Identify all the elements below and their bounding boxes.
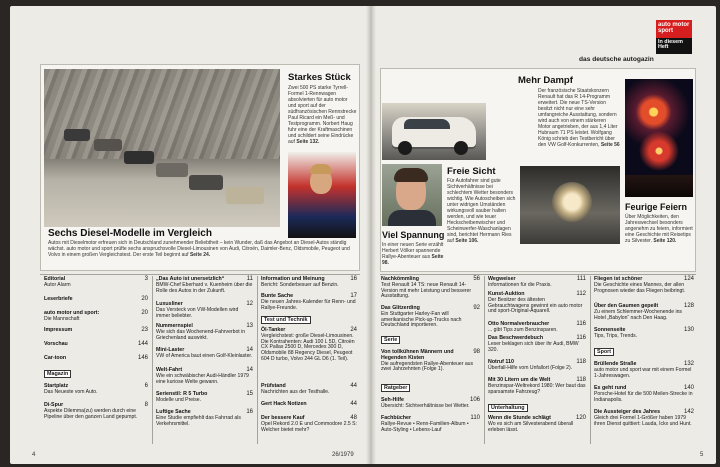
toc-entry-title: Öl-Tanker: [261, 327, 286, 333]
toc-entry[interactable]: [44, 384, 148, 396]
feature-text-spannung: [382, 242, 448, 266]
feature-body-diesel: Autos mit Dieselmotor erfreuen sich in Deutschland zunehmender Beliebtheit – kein Wunder, daß das Angebot an Diesel-Autos ständig wächst. auto motor und sport prüfte sechs anspruchsvolle Diesel-Limousinen von Audi, Citroën, Daimler-Benz, Oldsmobile, Peugeot und Volvo in einem großen Vergleichstest. Der erste Teil beginnt auf: [48, 240, 350, 258]
feature-body-feuer: Über Möglichkeiten, den Jahreswechsel besonders angenehm zu feiern, informiert eine Geschichte mit Reisetips zu Silvester.: [625, 214, 693, 244]
toc-entry-page: 130: [683, 327, 694, 333]
toc-entry[interactable]: [261, 328, 357, 363]
toc-entry-title: Wegweiser: [488, 276, 516, 282]
toc-entry[interactable]: [488, 378, 586, 395]
toc-entry[interactable]: [594, 386, 694, 403]
feature-page-feuer: Seite 120.: [653, 238, 677, 244]
toc-entry-desc: Der Besitzer des ältesten Gebrauchtwagens gewinnt ein auto motor und sport-Original-Aquarell.: [488, 296, 583, 315]
page-gutter: [366, 6, 376, 464]
logo-subtitle: In diesem Heft: [656, 38, 692, 54]
toc-entry[interactable]: [381, 306, 480, 329]
toc-entry-desc: Vergleichstest: große Diesel-Limousinen. Die Kontrahenten: Audi 100 L 5D, Citroën CX Pallas 2500 D, Mercedes 300 D, Oldsmobile 88 Regency Diesel, Peugeot 604 D turbo, Volvo 244 GL D6 (1. Teil).: [261, 332, 355, 362]
toc-entry-title: Nachkömmling: [381, 276, 419, 282]
section-label-sport: Sport: [594, 348, 614, 356]
toc-entry[interactable]: [381, 398, 480, 410]
toc-entry[interactable]: [156, 302, 253, 319]
toc-entry-page: 3: [144, 276, 148, 282]
toc-entry-desc: ... gibt Tips zum Benzinsparen.: [488, 326, 558, 333]
toc-entry-page: 118: [576, 377, 586, 383]
left-page-number: 4: [32, 452, 36, 458]
toc-entry-page: 48: [350, 415, 357, 421]
toc-entry-title: Gert Hack Notizen: [261, 401, 307, 407]
toc-entry-page: 8: [144, 402, 148, 408]
col-divider-4: [590, 276, 591, 444]
toc-entry-title: Wenn die Stunde schlägt: [488, 415, 551, 421]
toc-entry-page: 116: [576, 335, 586, 341]
feature-body-spannung: In einer neuen Serie erzählt Herbert Völker spannende Rallye-Abenteuer aus: [382, 242, 444, 260]
toc-entry-desc: Zu einem Schlemmer-Wochenende ins Hotel „Babylon“ nach Den Haag.: [594, 308, 682, 321]
toc-entry-desc: Benzinspar-Weltrekord 1980: Wer baut das sparsamste Fahrzeug?: [488, 382, 586, 395]
toc-entry-page: 111: [576, 276, 586, 282]
toc-entry-desc: Autor Alarm: [44, 281, 71, 288]
toc-entry-title: Mini-Laster: [156, 347, 185, 353]
toc-entry-desc: BMW-Chef Eberhard v. Kuenheim über die Rolle des Autos in der Zukunft.: [156, 281, 253, 294]
toc-entry-title: Notruf 110: [488, 359, 514, 365]
renault-14-photo: [382, 103, 486, 160]
toc-entry-title: Mit 30 Litern um die Welt: [488, 377, 551, 383]
toc-entry-page: 128: [683, 303, 694, 309]
toc-entry-page: 142: [683, 409, 694, 415]
toc-entry-desc: Das Versteck von VW-Modellen wird immer beliebter.: [156, 306, 239, 319]
toc-entry-desc: Test Renault 14 TS: neue Renault 14-Version mit mehr Leistung und besserer Ausstattung.: [381, 281, 472, 300]
toc-entry-title: Luxusliner: [156, 301, 183, 307]
toc-entry-desc: Modelle und Preise.: [156, 396, 202, 403]
toc-entry[interactable]: [156, 324, 253, 341]
toc-entry-page: 110: [470, 415, 480, 421]
toc-entry-title: Kunst-Auktion: [488, 291, 525, 297]
toc-entry-desc: Bericht: Sonderbesuer auf Benzin.: [261, 281, 339, 288]
toc-entry-title: Startplatz: [44, 383, 69, 389]
toc-entry[interactable]: [156, 277, 253, 294]
headlight-washer-photo: [520, 166, 620, 244]
toc-entry-desc: Opel Rekord 2.0 E und Commodore 2.5 S: Welcher bietet mehr?: [261, 420, 357, 433]
toc-entry-page: 17: [350, 293, 357, 299]
toc-entry-desc: auto motor und sport war mit einem Formel 1-Jahreswagen.: [594, 366, 692, 379]
feature-text-feuer: [625, 214, 693, 244]
feature-page-sicht: Seite 106.: [455, 238, 479, 244]
toc-entry-title: Das Beschwerdebuch: [488, 335, 544, 341]
toc-entry-page: 16: [246, 409, 253, 415]
feature-title-spannung: Viel Spannung: [382, 230, 445, 240]
toc-entry[interactable]: [261, 402, 357, 408]
toc-entry-page: 6: [144, 383, 148, 389]
toc-entry-page: 116: [576, 321, 586, 327]
feature-title-diesel: Sechs Diesel-Modelle im Vergleich: [48, 228, 212, 239]
toc-entry-title: Luftige Sache: [156, 409, 191, 415]
toc-entry[interactable]: [594, 362, 694, 379]
tagline: das deutsche autogazin: [579, 56, 654, 63]
toc-entry-page: 24: [350, 327, 357, 333]
toc-entry-title: Es geht rund: [594, 385, 627, 391]
toc-entry[interactable]: [156, 410, 253, 427]
toc-entry[interactable]: [44, 356, 148, 362]
toc-entry[interactable]: [381, 350, 480, 373]
driver-portrait-photo: [382, 164, 442, 226]
toc-entry-title: Editorial: [44, 276, 66, 282]
col-divider-3: [484, 276, 485, 444]
diesel-cars-photo: [44, 69, 280, 227]
toc-entry-title: Brüllende Straße: [594, 361, 637, 367]
toc-entry[interactable]: [44, 328, 148, 334]
toc-entry[interactable]: [488, 360, 586, 372]
toc-top-rule-left: [40, 274, 360, 275]
toc-entry-page: 12: [246, 301, 253, 307]
toc-entry-page: 118: [576, 359, 586, 365]
toc-entry-desc: Die aufregendsten Rallye-Abenteuer aus zwei Jahrzehnten (Folge 1).: [381, 360, 474, 373]
toc-entry-desc: Ein Stuttgarter Harley-Fan will amerikanische Pick-up-Trucks nach Deutschland importieren.: [381, 310, 462, 329]
toc-entry-title: Vorschau: [44, 341, 68, 347]
toc-entry[interactable]: [594, 410, 694, 427]
toc-entry[interactable]: [261, 384, 357, 396]
right-page-number: 5: [700, 452, 704, 458]
toc-entry-desc: Gleich drei Formel 1-Größer haben 1979 ihren Dienst quittiert: Lauda, Ickx und Hunt.: [594, 414, 692, 427]
toc-entry-title: Seh-Hilfe: [381, 397, 404, 403]
toc-entry-desc: Porsche-Hotel für die 500 Meilen-Strecke in Indianapolis.: [594, 390, 693, 403]
toc-entry-desc: Das Neueste vom Auto.: [44, 388, 98, 395]
feature-title-feuer: Feurige Feiern: [625, 202, 688, 212]
toc-entry-title: Information und Meinung: [261, 276, 325, 282]
toc-entry-page: 23: [141, 327, 148, 333]
toc-entry-desc: VW of America baut einen Golf-Kleinlaster.: [156, 352, 253, 359]
toc-entry-page: 13: [246, 323, 253, 329]
toc-entry[interactable]: [488, 322, 586, 334]
feature-page-diesel: Seite 24.: [189, 252, 211, 258]
toc-entry-desc: Überfall-Hilfe vom Unfallort (Folge 2).: [488, 364, 573, 371]
toc-entry[interactable]: [44, 342, 148, 348]
toc-entry[interactable]: [44, 297, 148, 303]
feature-title-sicht: Freie Sicht: [447, 166, 496, 177]
toc-entry[interactable]: [594, 328, 694, 340]
feature-page-dampf: Seite 56: [600, 142, 620, 148]
feature-page-spannung: Seite 98.: [382, 254, 444, 266]
toc-entry-title: Car-toon: [44, 355, 67, 361]
toc-entry-title: Von tollkühnen Männern und Hegenden Kisten: [381, 349, 454, 361]
toc-entry-desc: Wie sich das Wochenend-Fahrverbot in Griechenland auswirkt.: [156, 328, 246, 341]
toc-entry-title: Sonnenseite: [594, 327, 626, 333]
toc-entry[interactable]: [381, 277, 480, 300]
toc-entry-title: Impressum: [44, 327, 73, 333]
toc-entry[interactable]: [156, 392, 253, 404]
toc-entry-page: 16: [350, 276, 357, 282]
toc-entry-title: Serienstil: R 5 Turbo: [156, 391, 208, 397]
toc-entry-page: 112: [576, 291, 586, 297]
toc-entry-title: Über den Gaumen gepeilt: [594, 303, 659, 309]
section-label-serie: Serie: [381, 336, 400, 344]
toc-entry-title: Bunte Sache: [261, 293, 294, 299]
toc-entry-page: 140: [683, 385, 694, 391]
driver-in-race-car-photo: [288, 152, 356, 238]
toc-entry-title: Nummernspiel: [156, 323, 193, 329]
magazine-spread: [10, 6, 716, 464]
toc-entry-title: Otto Normalverbraucher: [488, 321, 550, 327]
toc-entry[interactable]: [44, 403, 148, 420]
toc-entry-page: 144: [137, 341, 148, 347]
toc-entry-page: 92: [473, 305, 480, 311]
toc-entry-title: Welt-Fahrt: [156, 367, 183, 373]
toc-entry[interactable]: [381, 416, 480, 433]
toc-entry-page: 56: [473, 276, 480, 282]
toc-entry-title: „Das Auto ist unersetzlich“: [156, 276, 225, 282]
toc-entry-page: 15: [246, 391, 253, 397]
toc-entry-title: Fliegen ist schöner: [594, 276, 643, 282]
auto-motor-sport-logo: [656, 20, 692, 54]
toc-entry[interactable]: [44, 277, 148, 289]
toc-entry-desc: Leser beklagen sich über ihr Audi, BMW 320.: [488, 340, 579, 353]
toc-entry-desc: Die neuen Jahres-Kalender für Renn- und Rallye-Freunde.: [261, 298, 356, 311]
toc-entry-page: 14: [246, 347, 253, 353]
toc-entry-page: 11: [246, 276, 253, 282]
feature-text-diesel: [48, 240, 356, 258]
toc-entry-desc: Die Geschichte eines Mannes, der allen Prognosen wieder das Fliegen beibringt.: [594, 281, 686, 294]
toc-entry-page: 20: [141, 310, 148, 316]
toc-entry[interactable]: [261, 277, 357, 289]
toc-entry-desc: Wo es sich am Silvesterabend überall erleben lässt.: [488, 420, 574, 433]
section-label-test: Test und Technik: [261, 316, 311, 324]
feature-text-stueck: [288, 85, 357, 145]
toc-entry-page: 120: [575, 415, 586, 421]
section-label-ratgeber: Ratgeber: [381, 384, 410, 392]
toc-entry-page: 44: [350, 401, 357, 407]
toc-entry-page: 124: [683, 276, 694, 282]
toc-entry-title: Der bessere Kauf: [261, 415, 305, 421]
toc-entry-desc: Tips, Trips, Trends.: [594, 332, 638, 339]
toc-entry-desc: Wie ein schwäbischer Audi-Händler 1979 eine kuriose Welte gewann.: [156, 372, 249, 385]
logo-brand: auto motor sport: [656, 20, 692, 38]
toc-entry-title: Leserbriefe: [44, 296, 73, 302]
issue-number: 26/1979: [332, 452, 354, 458]
toc-entry[interactable]: [156, 368, 253, 385]
toc-entry[interactable]: [261, 294, 357, 311]
feature-body-stueck: Zwei 500 PS starke Tyrrell-Formel 1-Rennwagen absolvierten für auto motor und sport auf der südfranzösischen Rennstrecke Paul Ricard ein Meß- und Testprogramm. Norbert Haug fuhr eine der Kraftmaschinen und schildert seine Eindrücke auf: [288, 85, 357, 145]
toc-entry-desc: Nachrichten aus der Testhalle.: [261, 388, 330, 395]
toc-entry[interactable]: [488, 292, 586, 315]
toc-entry-title: Di-Spur: [44, 402, 64, 408]
fireworks-photo: [625, 79, 693, 197]
toc-entry-page: 146: [137, 355, 148, 361]
toc-entry-page: 132: [683, 361, 694, 367]
toc-entry-desc: Aspekte Dilemma(zu) werden durch eine Pipeline über den ganzen Land gepumpt.: [44, 407, 138, 420]
feature-text-sicht: [447, 178, 517, 244]
toc-entry[interactable]: [488, 277, 586, 289]
toc-entry-title: auto motor und sport:: [44, 310, 100, 316]
toc-entry-title: Das Glitzerding: [381, 305, 420, 311]
feature-body-sicht: Für Autofahrer sind gute Sichtverhältnisse bei schlechtem Wetter besonders wichtig. Wie Autoscheiben sich unter widrigen Umständen wirkungsvoll sauber halten werden, und wie teuer Heckscheibenwischer und Scheinwerfer-Waschanlagen sind, berichtet Hermann Ries auf: [447, 178, 516, 244]
toc-entry-page: 98: [473, 349, 480, 355]
toc-entry-title: Die Aussteiger des Jahres: [594, 409, 661, 415]
toc-entry-page: 106: [469, 397, 480, 403]
toc-entry[interactable]: [44, 311, 148, 323]
toc-entry-desc: Die Mannschaft: [44, 315, 80, 322]
feature-text-dampf: [538, 88, 620, 148]
col-divider-1: [152, 276, 153, 444]
section-label-magazin: Magazin: [44, 370, 71, 378]
section-label-unterhaltung: Unterhaltung: [488, 404, 528, 412]
toc-entry[interactable]: [594, 277, 694, 294]
toc-top-rule-right: [380, 274, 696, 275]
toc-entry[interactable]: [156, 348, 253, 360]
feature-body-dampf: Der französische Staatskonzern Renault hat das R 14-Programm erweitert. Die neue TS-Version besitzt nicht nur eine sehr umfangreiche Ausstattung, sondern wird auch von einem stärkeren Motor angetrieben, der aus 1,4 Liter Hubraum 71 PS leistet. Wolfgang König schrieb den Testbericht über den VW Golf-Konkurrenten,: [538, 88, 618, 148]
toc-entry-page: 14: [246, 367, 253, 373]
toc-entry[interactable]: [261, 416, 357, 433]
feature-page-stueck: Seite 132.: [296, 139, 320, 145]
toc-entry-desc: Rallye-Revue • Renn-Familien-Album • Auto-Styling • Lebens-Lauf: [381, 420, 469, 433]
toc-entry-title: Prüfstand: [261, 383, 286, 389]
toc-entry[interactable]: [488, 336, 586, 353]
toc-entry-title: Fachbücher: [381, 415, 412, 421]
toc-entry-desc: Eine Studie empfiehlt das Fahrrad als Verkehrsmittel.: [156, 414, 241, 427]
toc-entry-desc: Informationen für die Praxis.: [488, 281, 552, 288]
feature-title-stueck: Starkes Stück: [288, 72, 351, 83]
toc-entry-desc: Übersicht: Sichtverhältnisse bei Wetter.: [381, 402, 470, 409]
toc-entry[interactable]: [488, 416, 586, 433]
toc-entry-page: 44: [350, 383, 357, 389]
feature-title-dampf: Mehr Dampf: [518, 75, 573, 86]
toc-entry-page: 20: [141, 296, 148, 302]
toc-entry[interactable]: [594, 304, 694, 321]
col-divider-2: [257, 276, 258, 444]
